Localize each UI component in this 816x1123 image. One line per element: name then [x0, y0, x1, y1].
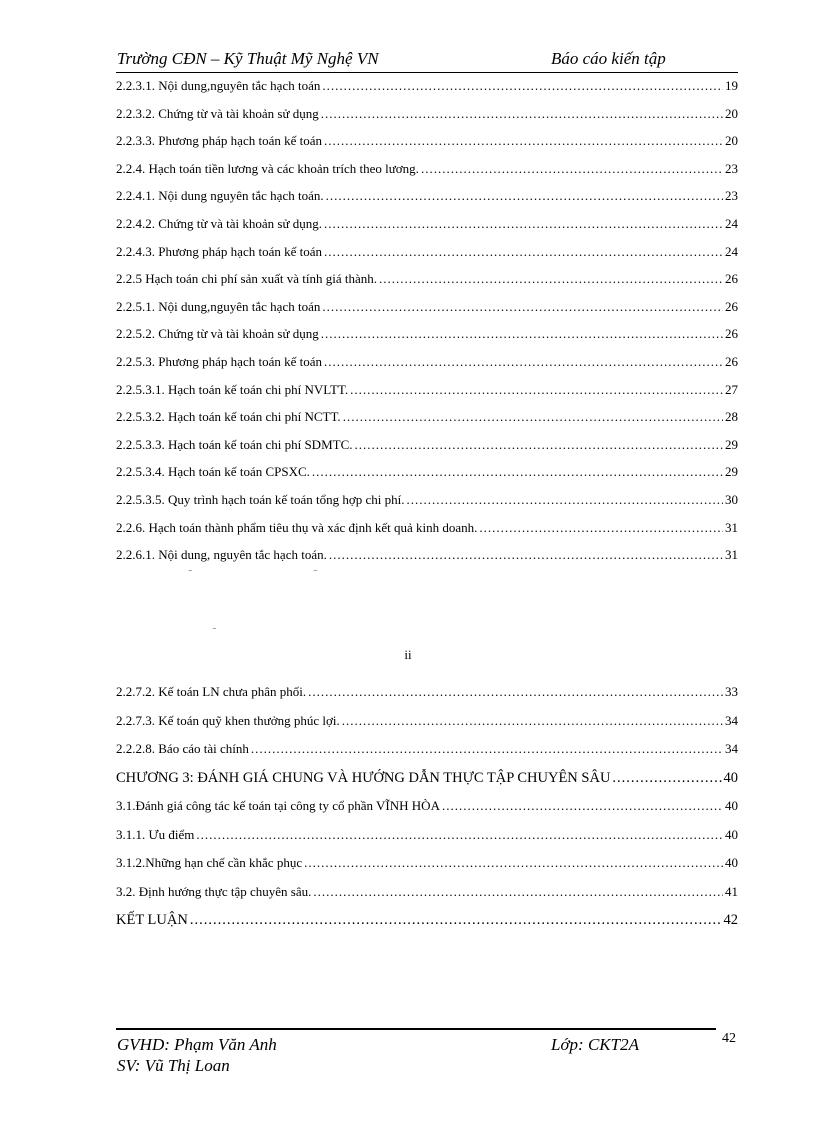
page-number: 42: [722, 1031, 736, 1046]
toc-entry-title: 2.2.6. Hạch toán thành phẩm tiêu thụ và xác định kết quả kinh doanh.: [116, 519, 478, 535]
toc-entry-page: 41: [725, 883, 738, 899]
toc-entry-title: 2.2.4.3. Phương pháp hạch toán kế toán: [116, 243, 322, 259]
toc-entry-title: [116, 570, 319, 572]
toc-entry-page: 40: [725, 855, 738, 870]
toc-entry-title: 2.2.3.3. Phương pháp hạch toán kế toán: [116, 133, 322, 149]
toc-entry-title: 3.1.1. Ưu điểm: [116, 826, 195, 842]
toc-leader-dots: [322, 299, 723, 315]
toc-entry: [116, 684, 738, 704]
toc-entry-title: 3.1.2.Những hạn chế cần khắc phục: [116, 855, 303, 870]
toc-entry-page: 24: [725, 243, 738, 259]
toc-leader-dots: [343, 409, 723, 425]
toc-leader-dots: [322, 78, 723, 94]
toc-entry: [116, 244, 738, 264]
toc-entry-title: 2.2.5.3.5. Quy trình hạch toán kế toán tổng hợp chi phí.: [116, 492, 405, 507]
toc-entry-page: 26: [725, 326, 738, 342]
toc-entry-page: 26: [725, 354, 738, 369]
toc-entry-page: 40: [723, 769, 738, 786]
toc-leader-dots: [421, 161, 723, 177]
toc-entry-title: 2.2.7.2. Kế toán LN chưa phân phối.: [116, 684, 307, 699]
toc-leader-dots: [326, 188, 723, 204]
toc-entry-page: 27: [725, 381, 738, 397]
toc-entry-title: 2.2.5.2. Chứng từ và tài khoản sử dụng: [116, 326, 319, 342]
toc-entry: [116, 464, 738, 484]
toc-entry-page: 29: [725, 464, 738, 480]
toc-entry: [116, 299, 738, 319]
toc-entry: [116, 382, 738, 402]
toc-entry-title: 2.2.4.1. Nội dung nguyên tắc hạch toán.: [116, 188, 324, 204]
toc-entry-page: 30: [725, 492, 738, 507]
toc-entry-page: 23: [725, 188, 738, 204]
toc-entry: [116, 770, 738, 790]
toc-entry-page: [725, 628, 738, 630]
toc-entry-title: 3.1.Đánh giá công tác kế toán tại công ty cổ phần VĨNH HÒA: [116, 798, 440, 813]
toc-entry-page: 26: [725, 271, 738, 287]
toc-entry-page: 19: [725, 78, 738, 93]
toc-entry: [116, 547, 738, 567]
toc-entry-page: 24: [725, 216, 738, 231]
toc-entry: [116, 216, 738, 236]
toc-entry: [116, 78, 738, 98]
toc-entry-page: 26: [725, 298, 738, 314]
toc-entry-title: 2.2.5.3. Phương pháp hạch toán kế toán: [116, 354, 322, 369]
toc-leader-dots: [342, 713, 723, 729]
toc-entry-page: 34: [725, 741, 738, 756]
footer-student: SV: Vũ Thị Loan: [117, 1056, 230, 1075]
footer-class: Lớp: CKT2A: [551, 1035, 639, 1054]
header-school-name: Trường CĐN – Kỹ Thuật Mỹ Nghệ VN: [117, 49, 379, 68]
toc-cut-row-top: [116, 570, 738, 580]
toc-leader-dots: [190, 912, 722, 929]
toc-leader-dots: [355, 437, 724, 453]
toc-entry: [116, 161, 738, 181]
toc-entry-page: 34: [725, 712, 738, 728]
header-rule: [116, 72, 738, 73]
toc-entry: [116, 628, 738, 634]
toc-entry-page: 20: [725, 133, 738, 149]
toc-leader-dots: [324, 216, 723, 232]
toc-entry-title: 2.2.3.2. Chứng từ và tài khoản sử dụng: [116, 105, 319, 121]
toc-entry-title: 2.2.7.3. Kế toán quỹ khen thưởng phúc lợi.: [116, 712, 340, 728]
toc-entry-title: 2.2.4. Hạch toán tiền lương và các khoản trích theo lương.: [116, 160, 419, 176]
toc-entry: [116, 271, 738, 291]
footer-instructor: GVHD: Phạm Văn Anh: [117, 1035, 277, 1054]
toc-entry-page: 29: [725, 436, 738, 452]
header-report-title: Báo cáo kiến tập: [551, 49, 666, 68]
toc-leader-dots: [324, 133, 723, 149]
toc-entry-title: KẾT LUẬN: [116, 912, 188, 928]
toc-leader-dots: [196, 827, 723, 843]
toc-entry-page: 31: [725, 519, 738, 535]
toc-entry: [116, 741, 738, 761]
toc-entry: [116, 884, 738, 904]
toc-leader-dots: [379, 271, 723, 287]
toc-entry-page: 23: [725, 160, 738, 176]
toc-entry: [116, 106, 738, 126]
toc-leader-dots: [324, 354, 723, 370]
toc-entry: [116, 326, 738, 346]
toc-entry: [116, 409, 738, 429]
toc-entry: [116, 492, 738, 512]
toc-leader-dots: [329, 547, 723, 563]
toc-entry-title: [116, 628, 260, 630]
toc-entry-page: 20: [725, 105, 738, 121]
toc-section-1: [116, 78, 738, 588]
toc-leader-dots: [324, 244, 723, 260]
toc-entry-title: 2.2.4.2. Chứng từ và tài khoản sử dụng.: [116, 216, 323, 231]
toc-entry: [116, 713, 738, 733]
toc-leader-dots: [350, 382, 723, 398]
toc-entry-page: 40: [725, 826, 738, 842]
toc-section-2: [116, 684, 738, 928]
toc-leader-dots: [612, 770, 721, 787]
toc-entry-title: 2.2.5.3.4. Hạch toán kế toán CPSXC.: [116, 464, 310, 480]
toc-leader-dots: [321, 326, 723, 342]
toc-leader-dots: [321, 106, 723, 122]
toc-entry: [116, 437, 738, 457]
toc-entry: [116, 798, 738, 818]
toc-entry: [116, 855, 738, 875]
toc-entry: [116, 133, 738, 153]
toc-entry: [116, 520, 738, 540]
toc-entry-title: 2.2.2.8. Báo cáo tài chính: [116, 741, 249, 756]
toc-entry: [116, 912, 738, 932]
toc-leader-dots: [313, 884, 723, 900]
toc-leader-dots: [304, 855, 723, 871]
toc-entry: [116, 827, 738, 847]
toc-entry-title: 2.2.5.3.3. Hạch toán kế toán chi phí SDMTC.: [116, 436, 353, 452]
toc-leader-dots: [321, 570, 723, 572]
toc-leader-dots: [442, 798, 723, 814]
toc-entry: [116, 354, 738, 374]
toc-entry-page: 33: [725, 684, 738, 699]
toc-entry-page: 40: [725, 798, 738, 813]
toc-leader-dots: [308, 684, 723, 700]
toc-entry: [116, 570, 738, 576]
toc-entry-page: [725, 570, 738, 572]
toc-leader-dots: [407, 492, 724, 508]
toc-entry-title: 2.2.3.1. Nội dung,nguyên tắc hạch toán: [116, 78, 321, 93]
toc-entry-page: 42: [723, 912, 738, 928]
toc-entry: [116, 188, 738, 208]
toc-entry-title: 2.2.6.1. Nội dung, nguyên tắc hạch toán.: [116, 547, 327, 563]
toc-cut-row-bottom: [116, 628, 738, 638]
toc-entry-page: 28: [725, 409, 738, 425]
toc-leader-dots: [312, 464, 723, 480]
roman-page-number: ii: [404, 647, 412, 662]
toc-entry-title: 2.2.5.3.1. Hạch toán kế toán chi phí NVLTT.: [116, 381, 349, 397]
toc-leader-dots: [479, 520, 723, 536]
toc-entry-title: 2.2.5 Hạch toán chi phí sản xuất và tính giá thành.: [116, 271, 378, 287]
footer-rule: [116, 1028, 716, 1030]
toc-leader-dots: [251, 741, 723, 757]
toc-entry-title: 2.2.5.3.2. Hạch toán kế toán chi phí NCTT.: [116, 409, 341, 425]
toc-entry-title: CHƯƠNG 3: ĐÁNH GIÁ CHUNG VÀ HƯỚNG DẪN THỰC TẬP CHUYÊN SÂU: [116, 769, 611, 786]
toc-leader-dots: [262, 628, 723, 630]
toc-entry-title: 3.2. Định hướng thực tập chuyên sâu.: [116, 883, 312, 899]
toc-entry-page: 31: [725, 547, 738, 563]
toc-entry-title: 2.2.5.1. Nội dung,nguyên tắc hạch toán: [116, 298, 321, 314]
